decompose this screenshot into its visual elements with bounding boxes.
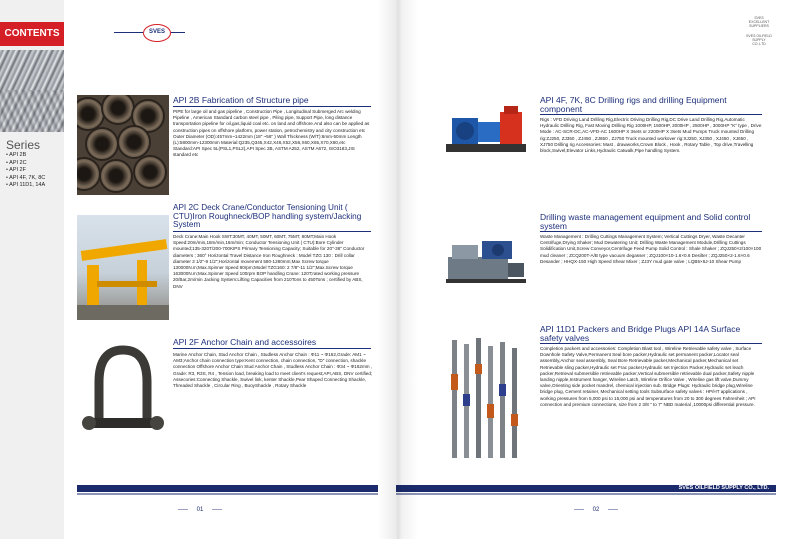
- packer-tools-image: [442, 334, 530, 464]
- logo-rule-right: [171, 32, 185, 33]
- logo-rule-left: [114, 32, 143, 33]
- api2f-body: Marine Anchor Chain, Stud Anchor Chain , Studless Anchor Chain : Φ11 ~ Φ162,Grade: AM1 ~ AM3;Anchor chain connection type:Kent connection, chain connection, "D" connection, shackle connection Offshore Anchor Chain Stud Anchor Chain , Studless Anchor Chain : Φ34 ~ Φ162mm , Grade: R3, R3S, R4 , Tension load, breaking load to meet client's request;API,ABS, DNV certified; Assecories:Connecting Shackle, Swivel link, kenter Shackle,Pear Shaped Connecting Shackle, Threaded Shackle , Circular Ring , BuoyShackle , Rotary Shackle: [173, 352, 373, 389]
- left-page-number: 01: [188, 504, 212, 516]
- header-company-line: SUPPLY: [752, 38, 766, 43]
- series-title: Series: [6, 138, 41, 152]
- header-tagline-line: EXCELLENT: [748, 20, 770, 25]
- api2c-title: API 2C Deck Crane/Conductor Tensioning Unit ( CTU)Iron Roughneck/BOP handling system/Jacking System: [173, 203, 362, 229]
- left-footer-stripe: [77, 493, 378, 495]
- header-tagline-line: SUPPLIERS: [749, 24, 769, 29]
- api4f-underline: [540, 114, 762, 115]
- waste-underline: [540, 231, 762, 232]
- api4f-title: API 4F, 7K, 8C Drilling rigs and drilling Equipment component: [540, 95, 727, 114]
- api11d1-body: Completion packers and accessories: Completion Blast tool , Wireline Retrievable safety valve , Surface Downhole Safety Valve,Permanent Seal bore packer,Hydraulic set permanent packer,Locator seal assembly,Anchor seal assembly, Seal Bore Retrievable packer,Mechanical packer,Mechanical set Retrievable sling packer,Hydraulic set Frac packer,Hydraulic set Injection Packer,Hydraulic set leach packer,Retrieval submersible retrievable packer,Vertical submersible retrievable dual packer,Safety nipple landing nipple,Instrument hanger, Wireline Latch, Wireline Orifice Valve , Wireline gas lift valve,Dummy valve,Orienting side pocket mandrel, chemical injection sub. Bridge Plugs: Hydraulic bridge plug,Wireline bridge plug, Cement retainer, Mechanical setting tools Subsurface safety valves : HP/HT applications , working pressures from 5,000 psi to 15,000 psi and temperatures from 20 to 300 degrees Fahrenheit ; API connection and premium connections, size from 2 3/8 " to 7" NBD material ,10000psi differential pressure.: [540, 346, 756, 407]
- series-item-api2b[interactable]: • API 2B: [6, 152, 45, 160]
- left-page: [0, 0, 396, 539]
- waste-equipment-image: [442, 217, 530, 297]
- api2b-body: PIPE for large oil and gas pipeline , Construction Pipe , Longitudinal Submerged Arc welding Pipeline , American Standard carbon steel pipe , Piling pipe, Support Pipe, long distance transportation pipeline for oil,gas,liquid coal etc. on land and offshore.And also can be applied as construction pipes on offshore platform, power station, petrochemistry and city construction etc Outer Diameter (OD):457mm~1422mm (18" ~56" ) Wall Thickness (W/T):6mm-50mm Length (L):5800mm-12300mm Material:Q235,Q345,X42,X46,X52,X56,X60,X65,X70,X80,etc Standard:API Spec 5L(PSL1,PSL2),API Spec 2B, ASTM A252, ASTM A672, ISO3183,JIS standard etc: [173, 109, 370, 158]
- api2b-underline: [173, 106, 371, 107]
- series-item-api11d1[interactable]: • API 11D1, 14A: [6, 182, 45, 190]
- structure-pipe-image: [77, 95, 169, 195]
- header-company-line: SVES OILFIELD: [746, 34, 772, 38]
- left-footer-bar: [77, 485, 378, 492]
- api4f-body: Rigs : VFD Driving Land Drilling Rig,Electric Driving Drilling Rig,DC Drive Land Drilling Rig,Automatic Hydraulic Drilling Rig, Fast Moving Drilling Rig 1000HP, 1500HP, 2000HP , 2500HP , 3000HP "K" type , Drive Mode : AC-SCR-DC,AC-VFD-AC 1600HP X 3sets or 2200HP X 3sets Mud Pumps Truck mounted Drilling rig:ZJ250, ZJ350 , ZJ450 , ZJ650 , ZJ750 Truck mounted workover rig:XJ250, XJ350 , XJ450 , XJ650 , XJ750 Drilling rig Accessories: Mast , drawworks,Crown Block , Hook , Rotary Table , Top drive,Travelling block,Swivel,Elevator Links,Hydraulic Catwalk,Pipe handling System.: [540, 117, 762, 154]
- api2f-title: API 2F Anchor Chain and accessoires: [173, 337, 317, 347]
- anchor-shackle-image: [77, 342, 169, 438]
- api11d1-title: API 11D1 Packers and Bridge Plugs API 14A Surface safety valves: [540, 324, 741, 343]
- right-page: [396, 0, 793, 539]
- header-tagline-line: SVES: [754, 16, 764, 20]
- header-tagline: [742, 16, 776, 29]
- waste-title: Drilling waste management equipment and Solid control system: [540, 212, 751, 231]
- header-company-line: CO.,LTD: [752, 42, 766, 47]
- deck-crane-image: [77, 215, 169, 320]
- series-item-api2f[interactable]: • API 2F: [6, 167, 45, 175]
- series-list: [6, 152, 45, 190]
- wire-rope-texture: [0, 90, 64, 132]
- right-page-number: 02: [584, 504, 608, 516]
- contents-label[interactable]: CONTENTS: [0, 22, 64, 46]
- api2f-underline: [173, 348, 371, 349]
- series-item-api2c[interactable]: • API 2C: [6, 160, 45, 168]
- footer-company-name: SVES OILFIELD SUPPLY CO., LTD.: [678, 485, 769, 491]
- waste-body: Waste Management : Drilling Cuttings Management System; Vertical Cuttings Dryer, Waste Decanter Centrifuge,Drying Shaker; Mud Dewatering Unit; Drilling Waste Management Module,Drilling Cuttings Solidification Unit,Screw Conveyor,Centrifuge Feed Pump Solid Control : Shale Shaker ; ZQJ250×2/100×100 mud cleaner ; ZCQ200T-A/B type vacuum degasser ; ZQJ100×10-1.6×0.6 Desilter ; ZQJ250×2-1.6×0.6 Desander ; HHQX-150 High Speed Shear Mixer ; ZJ3Y mud gate valve ; LQB5×6J-10 Shear Pump: [540, 234, 762, 264]
- api2b-title: API 2B Fabrication of Structure pipe: [173, 95, 309, 105]
- api11d1-underline: [540, 343, 762, 344]
- sves-logo: SVES: [143, 24, 171, 42]
- right-footer-stripe: [396, 493, 776, 495]
- mud-pump-image: [442, 98, 530, 170]
- series-item-api4f[interactable]: • API 4F, 7K, 8C: [6, 175, 45, 183]
- contents-sidebar: [0, 0, 64, 539]
- api2c-underline: [173, 231, 371, 232]
- api2c-body: Deck Crane:Main Hook SWT:30MT, 40MT, 50MT, 60MT, 75MT, 80MT;Main Hook Speed:20m/min,18m/min,16m/min; Conductor Tensioning Unit ( CTU):Bore Cylinder mounted;135-320T/200-700KIPS Primary Tensioning Capacity; Suitable for 20"-36" Conductor diameters ; 360° Horizontal Travel Distance Iron Roughneck : Model TZG 130 : Drill collar diameter 3 1/2"-9 1/2";Horizontal movement 580-1280mm;Max Screw torque 130000N.m;Max.Spinner Speed 80rpm;Model TZG160: 2 7/8"-11 1/2";Max.Screw torque 163000N.m;Max.Spinner Speed 100rpm BOP handling Crane: 120T;rated working pressure 20/Bar,2m/min Jacking System:Lifting Capacities from 210Tons to 450Tons ; certified by ABS, DNV: [173, 234, 365, 289]
- header-company: [742, 34, 776, 47]
